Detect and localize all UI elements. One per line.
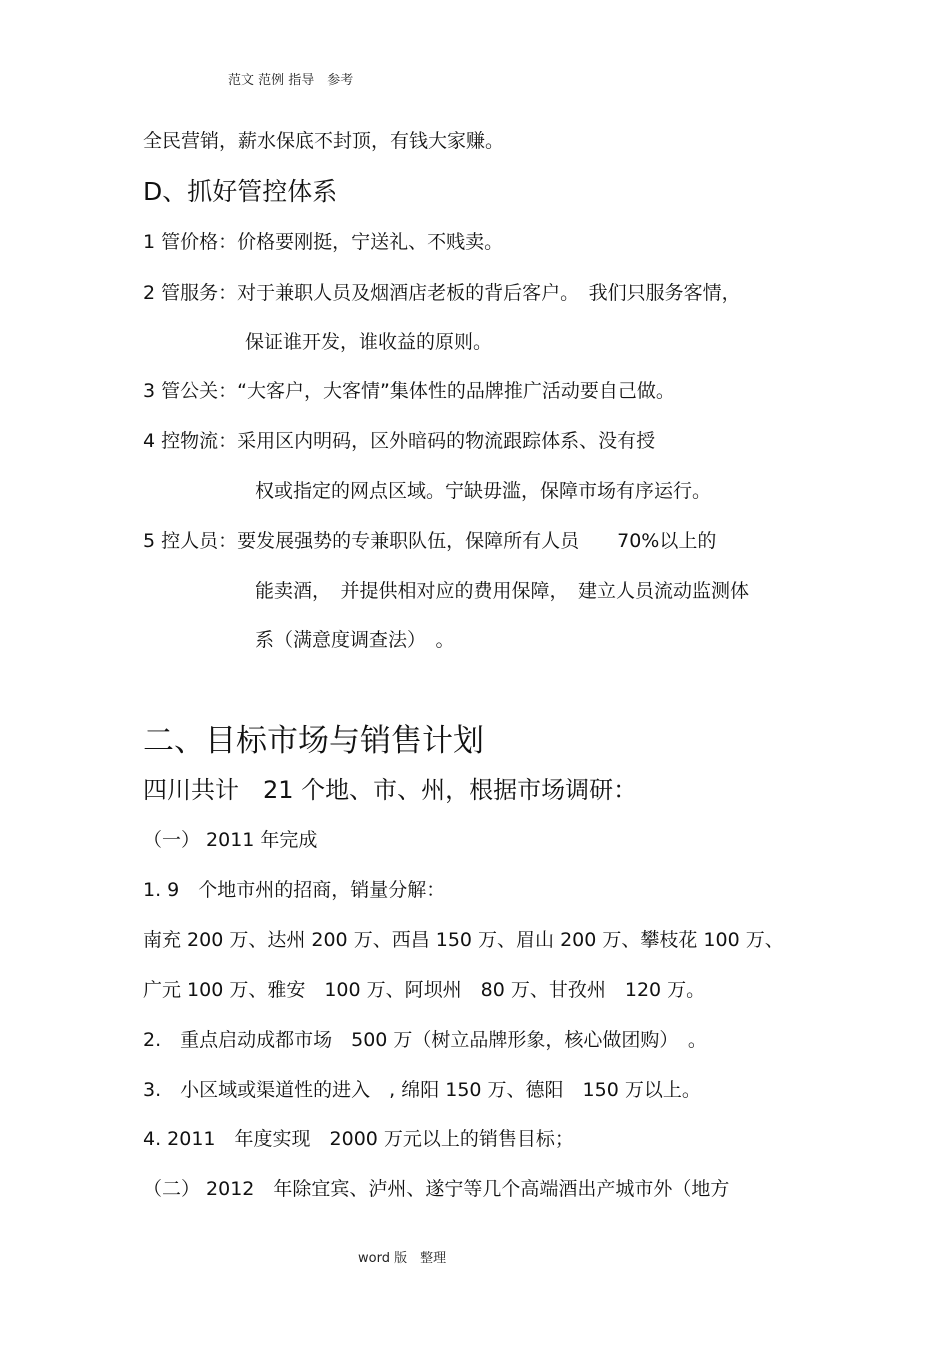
list-item: 5 控人员：要发展强势的专兼职队伍，保障所有人员 70%以上的 [143, 530, 717, 552]
page-footer: word 版 整理 [358, 1251, 447, 1266]
paragraph-line: 全民营销，薪水保底不封顶，有钱大家赚。 [143, 130, 505, 152]
paragraph-line: （一） 2011 年完成 [143, 829, 318, 851]
paragraph-line: 南充 200 万、达州 200 万、西昌 150 万、眉山 200 万、攀枝花 100 万、 [143, 929, 784, 951]
paragraph-line: 1. 9 个地市州的招商，销量分解： [143, 879, 446, 901]
list-item: 2 管服务：对于兼职人员及烟酒店老板的背后客户。 我们只服务客情， [143, 282, 741, 304]
page-header: 范文 范例 指导 参考 [228, 73, 354, 88]
list-item-continuation: 权或指定的网点区域。宁缺毋滥，保障市场有序运行。 [255, 480, 712, 502]
section-heading: 二、目标市场与销售计划 [143, 723, 484, 759]
paragraph-line: 2. 重点启动成都市场 500 万（树立品牌形象，核心做团购） 。 [143, 1029, 707, 1051]
section-subheading: 四川共计 21 个地、市、州，根据市场调研： [143, 776, 638, 804]
list-item-continuation: 保证谁开发，谁收益的原则。 [245, 331, 493, 353]
list-item: 4 控物流：采用区内明码，区外暗码的物流跟踪体系、没有授 [143, 430, 656, 452]
paragraph-line: 广元 100 万、雅安 100 万、阿坝州 80 万、甘孜州 120 万。 [143, 979, 706, 1001]
paragraph-line: 3. 小区域或渠道性的进入 , 绵阳 150 万、德阳 150 万以上。 [143, 1079, 701, 1101]
list-item-continuation: 能卖酒， 并提供相对应的费用保障， 建立人员流动监测体 [255, 580, 750, 602]
list-item: 1 管价格：价格要刚挺，宁送礼、不贱卖。 [143, 231, 504, 253]
list-item: 3 管公关：“大客户，大客情”集体性的品牌推广活动要自己做。 [143, 380, 675, 402]
list-item-continuation: 系（满意度调查法） 。 [255, 629, 455, 651]
paragraph-line: 4. 2011 年度实现 2000 万元以上的销售目标； [143, 1128, 574, 1150]
paragraph-line: （二） 2012 年除宜宾、泸州、遂宁等几个高端酒出产城市外（地方 [143, 1178, 730, 1200]
subsection-heading: D、抓好管控体系 [143, 177, 338, 206]
